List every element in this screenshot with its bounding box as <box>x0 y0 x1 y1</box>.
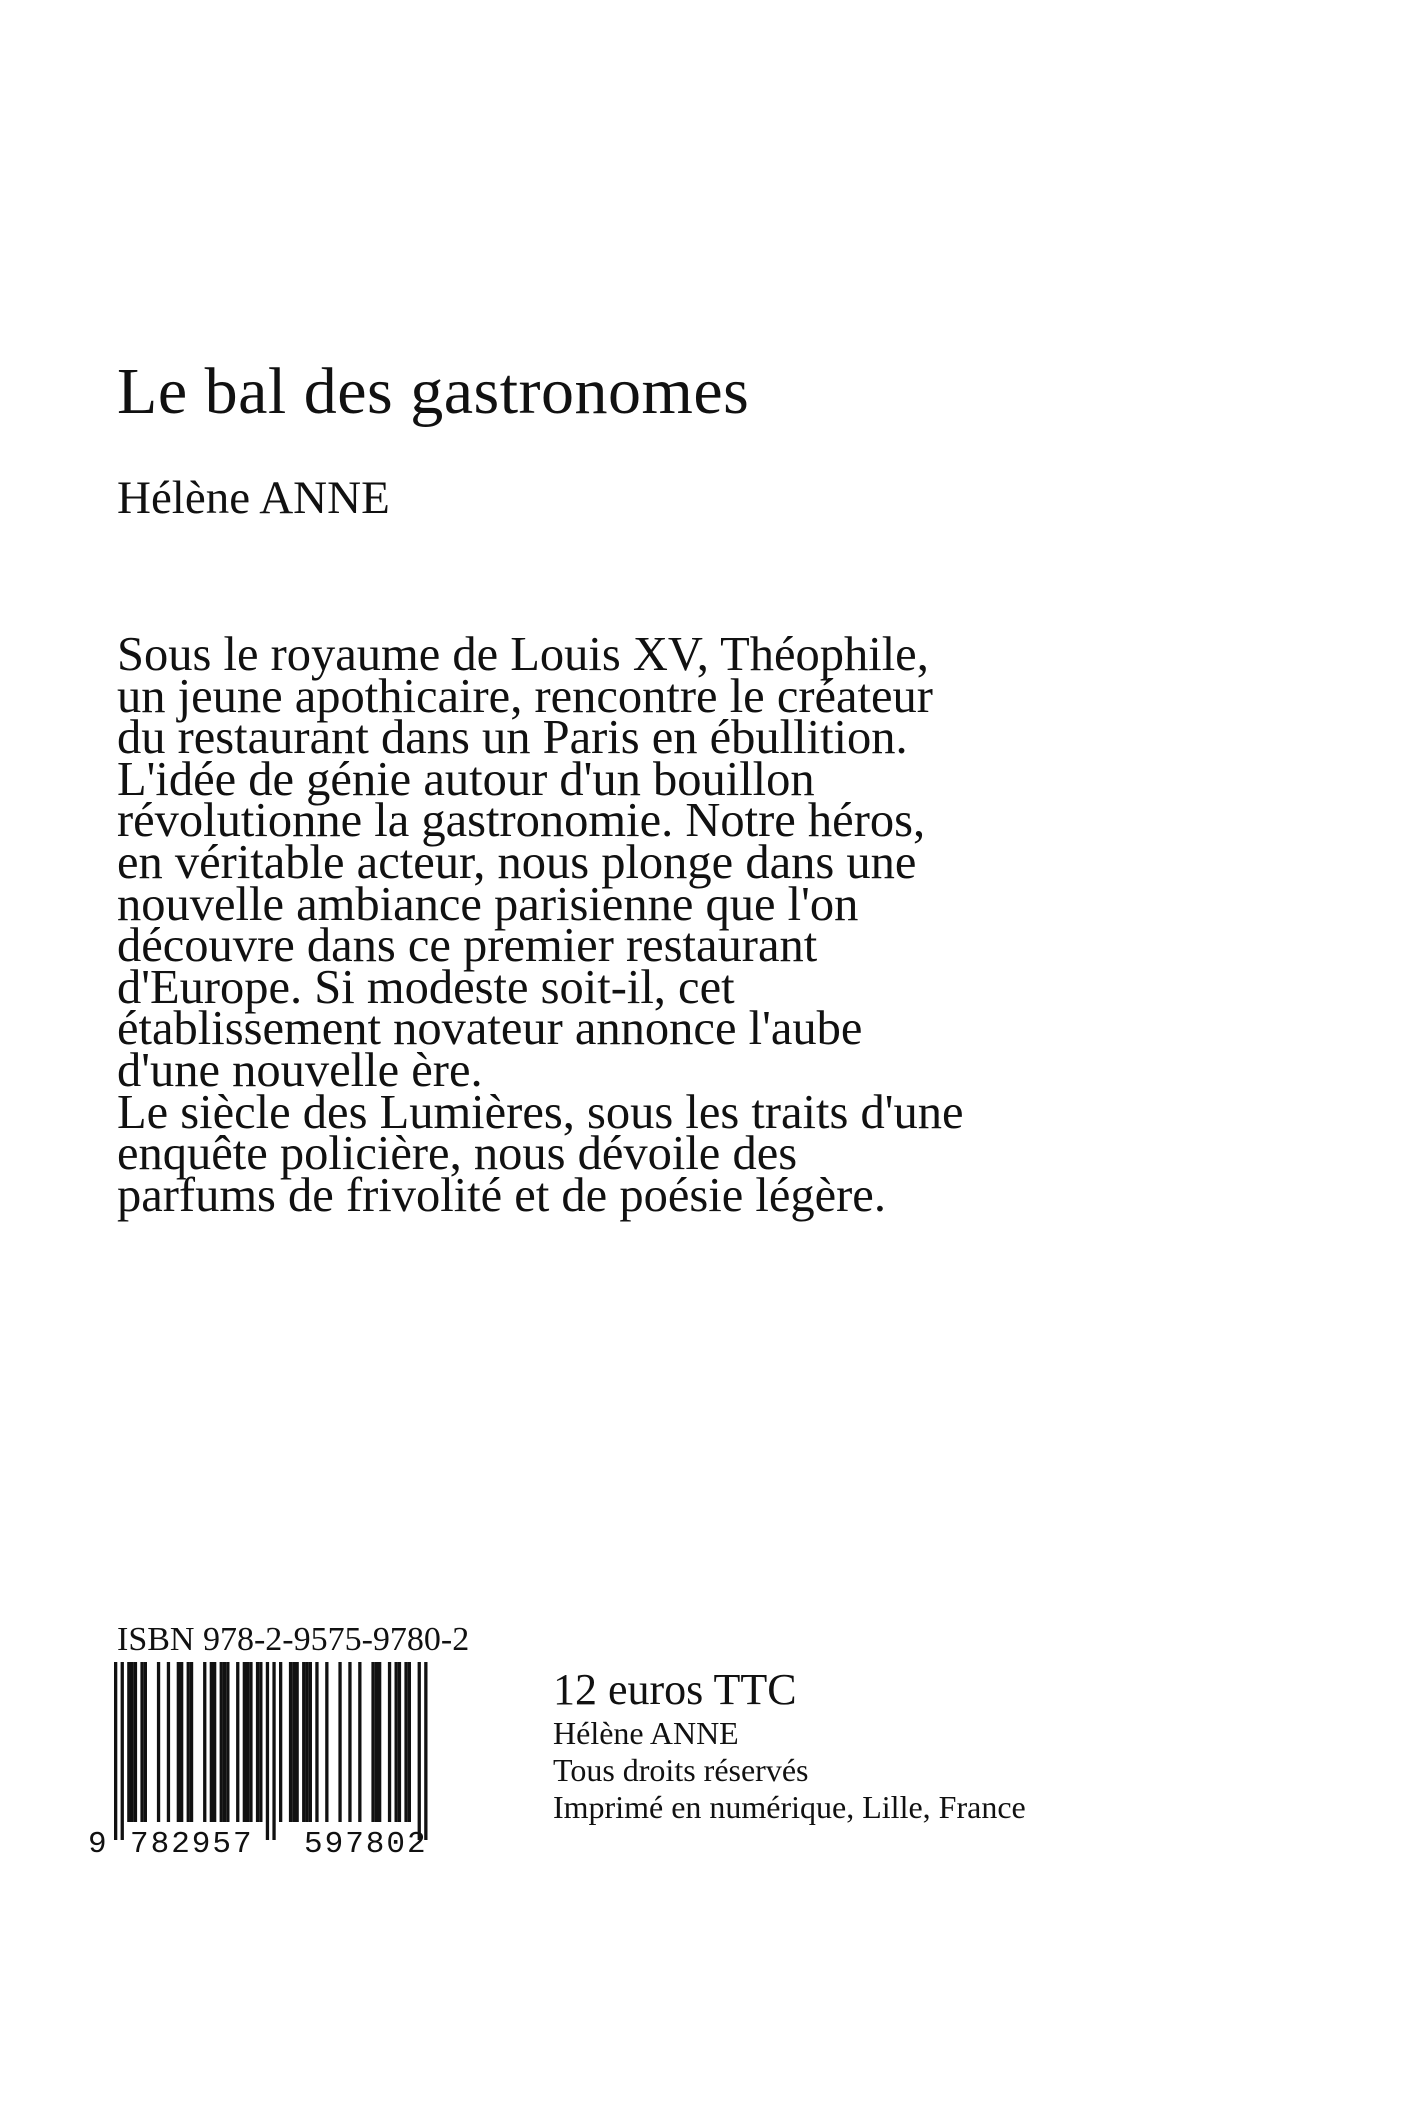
barcode-bar <box>418 1662 421 1840</box>
price-label: 12 euros TTC <box>553 1665 797 1714</box>
ean-barcode <box>76 1662 496 1858</box>
barcode-bar <box>424 1662 427 1840</box>
barcode-bar <box>167 1662 170 1822</box>
barcode-bar <box>131 1662 134 1822</box>
barcode-lead-digit: 9 <box>88 1827 107 1858</box>
blurb-line: Sous le royaume de Louis XV, Théophile, <box>117 628 929 681</box>
barcode-bar <box>187 1662 190 1822</box>
barcode-bar <box>177 1662 180 1822</box>
rights-notice: Tous droits réservés <box>553 1752 809 1788</box>
blurb-line: enquête policière, nous dévoile des <box>117 1127 798 1181</box>
blurb-line: L'idée de génie autour d'un bouillon <box>117 752 815 806</box>
barcode-bar <box>398 1662 401 1822</box>
barcode-bar <box>375 1662 378 1822</box>
barcode-bar <box>289 1662 292 1822</box>
barcode-bar <box>140 1662 143 1822</box>
blurb-line: découvre dans ce premier restaurant <box>117 919 818 973</box>
barcode-bar <box>256 1662 259 1822</box>
blurb-line: d'une nouvelle ère. <box>117 1043 483 1097</box>
barcode-bar <box>309 1662 312 1822</box>
barcode-bar <box>338 1662 341 1822</box>
barcode-bar <box>404 1662 407 1822</box>
imprint-block <box>553 1665 1026 1826</box>
blurb-line: établissement novateur annonce l'aube <box>117 1002 863 1056</box>
blurb-line: en véritable acteur, nous plonge dans une <box>117 835 917 889</box>
barcode-bar <box>325 1662 328 1822</box>
barcode-bar <box>220 1662 223 1822</box>
barcode-bar <box>259 1662 262 1822</box>
blurb-line: un jeune apothicaire, rencontre le créateur <box>117 669 933 723</box>
imprint-author: Hélène ANNE <box>553 1715 739 1751</box>
barcode-bar <box>296 1662 299 1822</box>
blurb-line: révolutionne la gastronomie. Notre héros, <box>117 794 926 848</box>
barcode-bar <box>203 1662 206 1822</box>
barcode-bar <box>246 1662 249 1822</box>
barcode-bar <box>371 1662 374 1822</box>
barcode-bar <box>157 1662 160 1822</box>
printing-notice: Imprimé en numérique, Lille, France <box>553 1789 1026 1825</box>
barcode-bar <box>358 1662 361 1822</box>
back-cover-blurb <box>117 628 1237 1222</box>
barcode-bar <box>243 1662 246 1822</box>
book-author: Hélène ANNE <box>117 472 390 524</box>
barcode-bar <box>210 1662 213 1822</box>
barcode-bar <box>395 1662 398 1822</box>
book-title: Le bal des gastronomes <box>117 355 750 428</box>
barcode-bar <box>144 1662 147 1822</box>
barcode-right-digits: 597802 <box>304 1827 428 1858</box>
barcode-bar <box>315 1662 318 1822</box>
barcode-bar <box>305 1662 308 1822</box>
barcode-bar <box>388 1662 391 1822</box>
barcode-bar <box>223 1662 226 1822</box>
barcode-bar <box>292 1662 295 1822</box>
barcode-bar <box>121 1662 124 1840</box>
barcode-bars <box>114 1662 428 1840</box>
barcode-bar <box>279 1662 282 1822</box>
barcode-bar <box>226 1662 229 1822</box>
barcode-bar <box>378 1662 381 1822</box>
barcode-bar <box>180 1662 183 1822</box>
barcode-bar <box>408 1662 411 1822</box>
barcode-bar <box>249 1662 252 1822</box>
barcode-bar <box>114 1662 117 1840</box>
barcode-bar <box>302 1662 305 1822</box>
barcode-bar <box>127 1662 130 1822</box>
barcode-bar <box>272 1662 275 1840</box>
blurb-line: nouvelle ambiance parisienne que l'on <box>117 877 859 931</box>
isbn-label: ISBN 978-2-9575-9780-2 <box>117 1621 470 1658</box>
blurb-line: du restaurant dans un Paris en ébullition. <box>117 711 908 765</box>
barcode-bar <box>236 1662 239 1822</box>
barcode-left-digits: 782957 <box>130 1827 254 1858</box>
barcode-bar <box>348 1662 351 1822</box>
blurb-line: d'Europe. Si modeste soit-il, cet <box>117 960 735 1014</box>
barcode-bar <box>213 1662 216 1822</box>
barcode-bar <box>266 1662 269 1840</box>
blurb-line: Le siècle des Lumières, sous les traits d'une <box>117 1085 964 1139</box>
barcode-bar <box>134 1662 137 1822</box>
barcode-bar <box>190 1662 193 1822</box>
blurb-line: parfums de frivolité et de poésie légère. <box>117 1168 886 1222</box>
